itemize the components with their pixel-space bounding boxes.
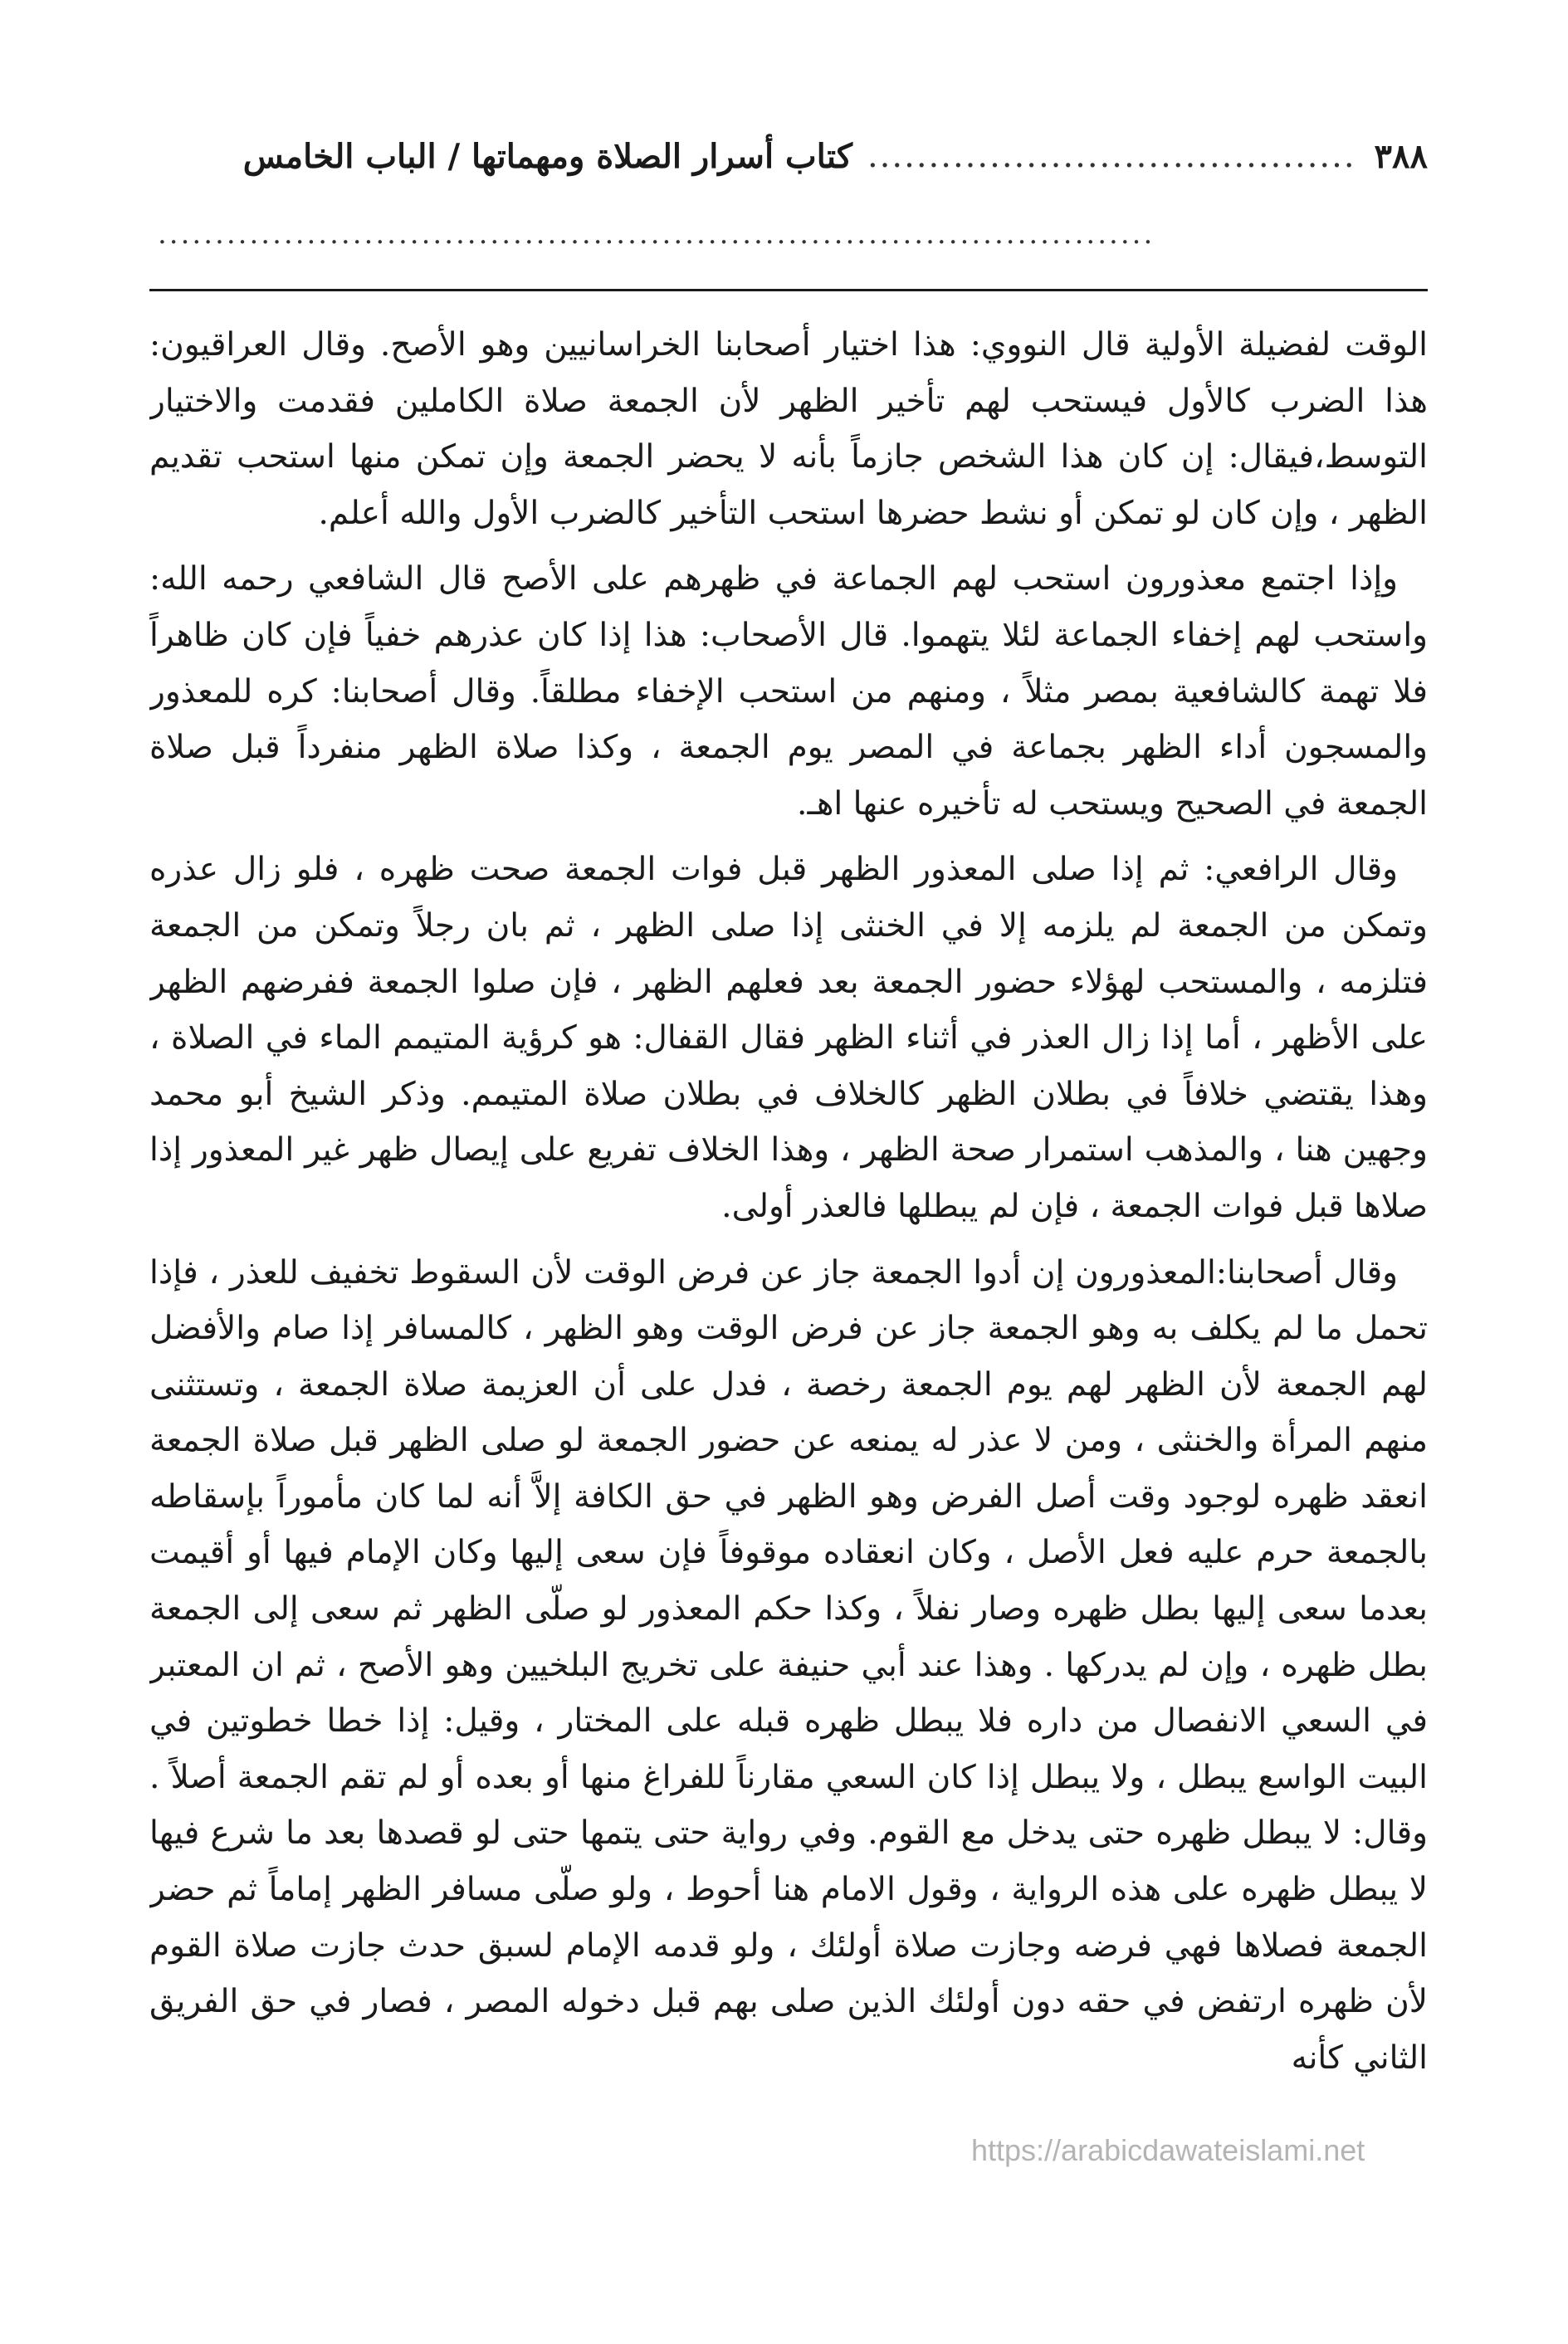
paragraph-1: الوقت لفضيلة الأولية قال النووي: هذا اختيار أصحابنا الخراسانيين وهو الأصح. وقال العراقيون: هذا الضرب كالأول فيستحب لهم تأخير الظهر لأن الجمعة صلاة الكاملين فقدمت والاختيار التوسط،فيقال: إن كان هذا الشخص جازماً بأنه لا يحضر الجمعة وإن تمكن منها استحب تقديم الظهر ، وإن كان لو تمكن أو نشط حضرها استحب التأخير كالضرب الأول والله أعلم.: [149, 326, 1428, 532]
running-title: كتاب أسرار الصلاة ومهماتها / الباب الخامس: [242, 136, 852, 176]
page-number: ٣٨٨: [1374, 136, 1428, 176]
body-text: [149, 317, 1428, 2176]
header-rule: [149, 289, 1428, 291]
paragraph-4: وقال أصحابنا:المعذورون إن أدوا الجمعة جاز عن فرض الوقت لأن السقوط تخفيف للعذر ، فإذا تحمل ما لم يكلف به وهو الجمعة جاز عن فرض الوقت وهو الظهر ، كالمسافر إذا صام والأفضل لهم الجمعة لأن الظهر لهم يوم الجمعة رخصة ، فدل على أن العزيمة صلاة الجمعة ، وتستثنى منهم المرأة والخنثى ، ومن لا عذر له يمنعه عن حضور الجمعة لو صلى الظهر قبل صلاة الجمعة انعقد ظهره لوجود وقت أصل الفرض وهو الظهر في حق الكافة إلاَّ أنه لما كان مأموراً بإسقاطه بالجمعة حرم عليه فعل الأصل ، وكان انعقاده موقوفاً فإن سعى إليها وكان الإمام فيها أو أقيمت بعدما سعى إليها بطل ظهره وصار نفلاً ، وكذا حكم المعذور لو صلّى الظهر ثم سعى إلى الجمعة بطل ظهره ، وإن لم يدركها . وهذا عند أبي حنيفة على تخريج البلخيين وهو الأصح ، ثم ان المعتبر في السعي الانفصال من داره فلا يبطل ظهره قبله على المختار ، وقيل: إذا خطا خطوتين في البيت الواسع يبطل ، ولا يبطل إذا كان السعي مقارناً للفراغ منها أو بعده أو لم تقم الجمعة أصلاً . وقال: لا يبطل ظهره حتى يدخل مع القوم. وفي رواية حتى يتمها حتى لو قصدها بعد ما شرع فيها لا يبطل ظهره على هذه الرواية ، وقول الامام هنا أحوط ، ولو صلّى مسافر الظهر إماماً ثم حضر الجمعة فصلاها فهي فرضه وجازت صلاة أولئك ، ولو قدمه الإمام لسبق حدث جازت صلاة القوم لأن ظهره ارتفض في حقه دون أولئك الذين صلى بهم قبل دخوله المصر ، فصار في حق الفريق الثاني كأنه: [149, 1253, 1428, 2077]
running-header: [149, 131, 1428, 181]
paragraph-3: وقال الرافعي: ثم إذا صلى المعذور الظهر قبل فوات الجمعة صحت ظهره ، فلو زال عذره وتمكن من الجمعة لم يلزمه إلا في الخنثى إذا صلى الظهر ، ثم بان رجلاً وتمكن من الجمعة فتلزمه ، والمستحب لهؤلاء حضور الجمعة بعد فعلهم الظهر ، فإن صلوا الجمعة ففرضهم الظهر على الأظهر ، أما إذا زال العذر في أثناء الظهر فقال القفال: هو كرؤية المتيمم الماء في الصلاة ، وهذا يقتضي خلافاً في بطلان الظهر كالخلاف في بطلان صلاة المتيمم. وذكر الشيخ أبو محمد وجهين هنا ، والمذهب استمرار صحة الظهر ، وهذا الخلاف تفريع على إيصال ظهر غير المعذور إذا صلاها قبل فوات الجمعة ، فإن لم يبطلها فالعذر أولى.: [149, 851, 1428, 1225]
paragraph-2: وإذا اجتمع معذورون استحب لهم الجماعة في ظهرهم على الأصح قال الشافعي رحمه الله: واستحب لهم إخفاء الجماعة لئلا يتهموا. قال الأصحاب: هذا إذا كان عذرهم خفياً فإن كان ظاهراً فلا تهمة كالشافعية بمصر مثلاً ، ومنهم من استحب الإخفاء مطلقاً. وقال أصحابنا: كره للمعذور والمسجون أداء الظهر بجماعة في المصر يوم الجمعة ، وكذا صلاة الظهر منفرداً قبل صلاة الجمعة في الصحيح ويستحب له تأخيره عنها اهـ.: [149, 560, 1428, 823]
header-dotted-line: .......................................................................................: [158, 217, 1155, 251]
header-leader-dots: ........................................: [867, 137, 1356, 175]
watermark-url: https://arabicdawateislami.net: [971, 2133, 1365, 2167]
